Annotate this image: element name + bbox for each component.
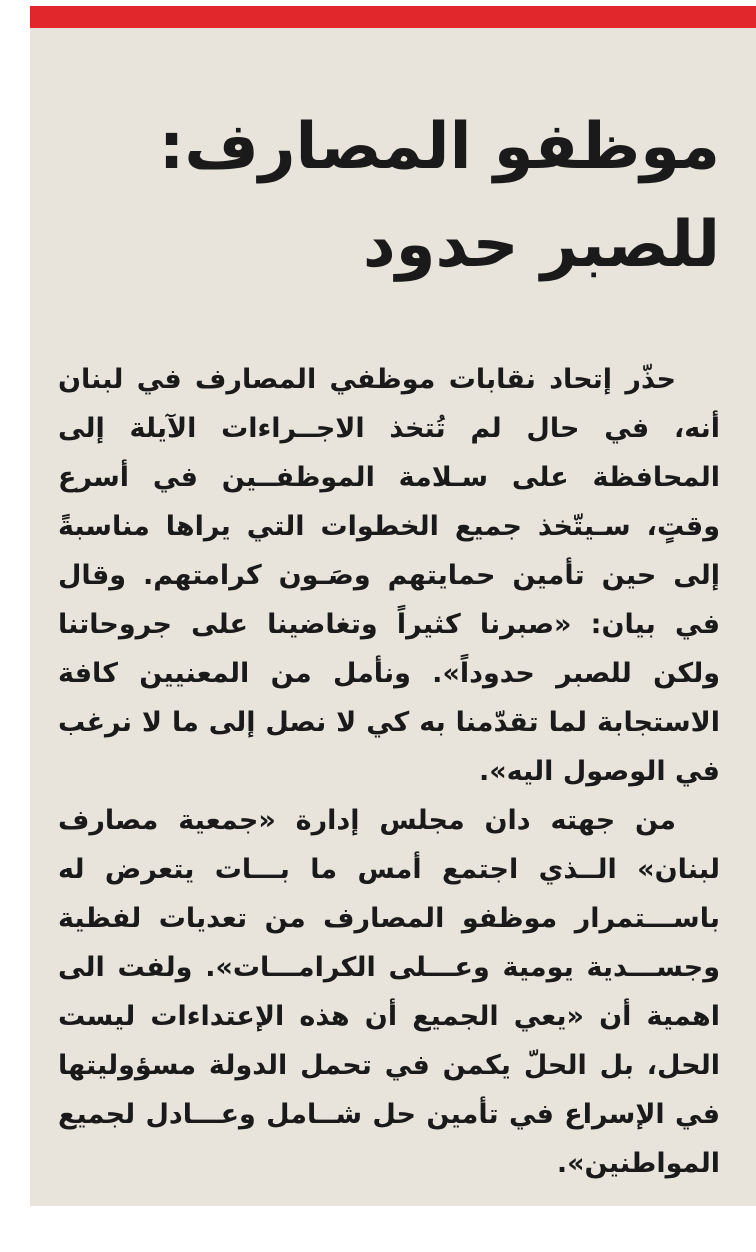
article-body <box>58 355 720 1188</box>
paragraph-1: حذّر إتحاد نقابات موظفي المصارف في لبنان أنه، في حال لم تُتخذ الاجــراءات الآيلة إلى المحافظة على سـلامة الموظفــين في أسرع وقتٍ، سـيتّخذ جميع الخطوات التي يراها مناسبةً إلى حين تأمين حمايتهم وصَـون كرامتهم. وقال في بيان: «صبرنا كثيراً وتغاضينا على جروحاتنا ولكن للصبر حدوداً». ونأمل من المعنيين كافة الاستجابة لما تقدّمنا به كي لا نصل إلى ما لا نرغب في الوصول اليه». <box>58 364 720 787</box>
red-accent-bar <box>30 6 756 28</box>
headline-line-2: للصبر حدود <box>362 208 720 282</box>
paragraph-2: من جهته دان مجلس إدارة «جمعية مصارف لبنان» الــذي اجتمع أمس ما بـــات يتعرض له باســـتمرار موظفو المصارف من تعديات لفظية وجســـدية يومية وعـــلى الكرامـــات». ولفت الى اهمية أن «يعي الجميع أن هذه الإعتداءات ليست الحل، بل الحلّ يكمن في تحمل الدولة مسؤوليتها في الإسراع في تأمين حل شــامل وعـــادل لجميع المواطنين». <box>58 805 720 1179</box>
news-article <box>30 6 756 1206</box>
headline <box>70 98 720 294</box>
headline-line-1: موظفو المصارف: <box>158 110 720 184</box>
